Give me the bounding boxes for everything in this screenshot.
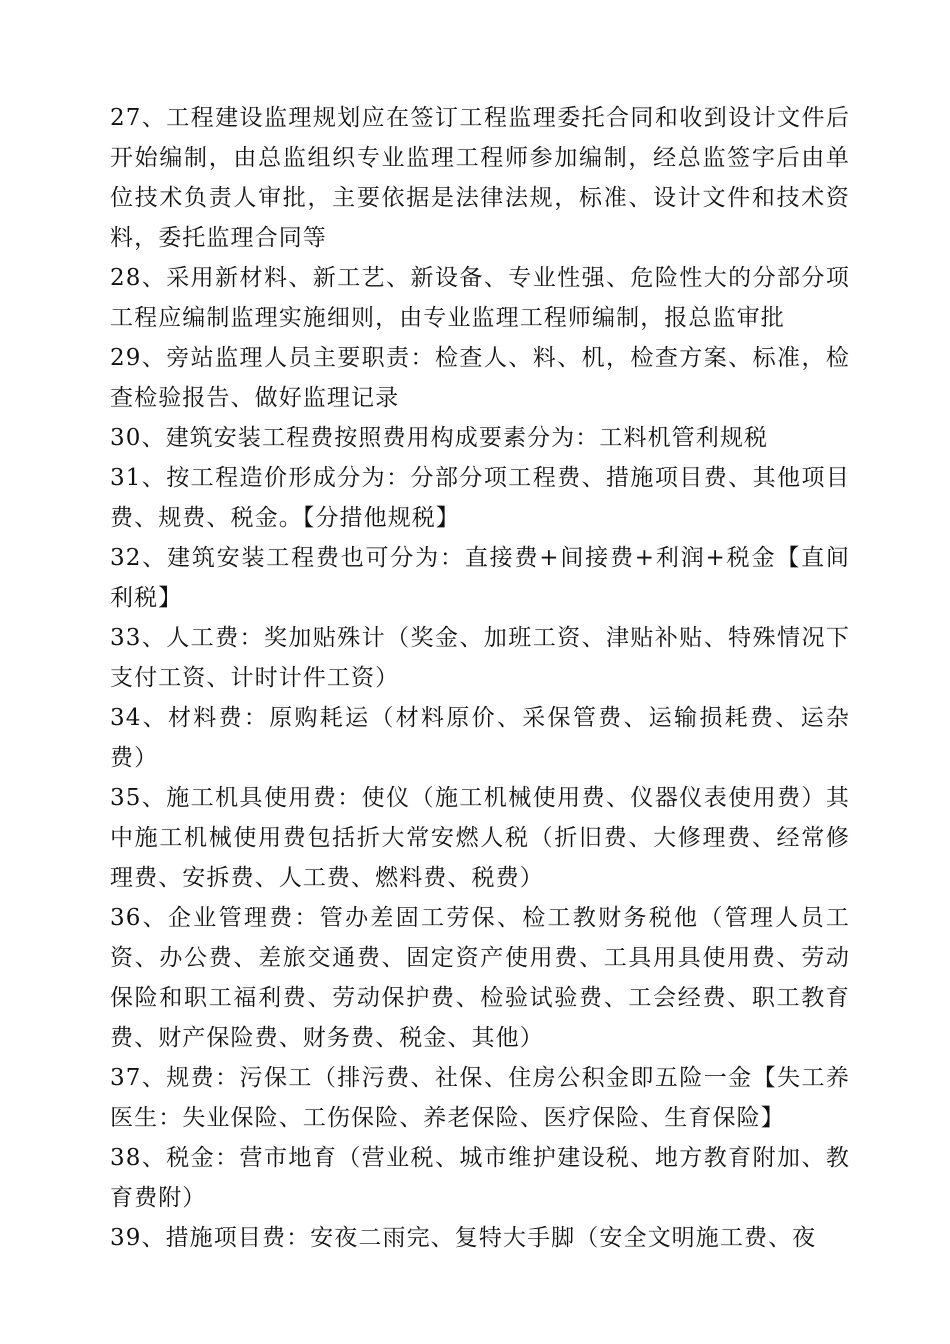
list-item: 34、材料费：原购耗运（材料原价、采保管费、运输损耗费、运杂费） xyxy=(110,705,850,771)
document-body xyxy=(110,98,850,1258)
list-item: 28、采用新材料、新工艺、新设备、专业性强、危险性大的分部分项工程应编制监理实施细则，由专业监理工程师编制，报总监审批 xyxy=(110,265,850,331)
list-item: 36、企业管理费：管办差固工劳保、检工教财务税他（管理人员工资、办公费、差旅交通费、固定资产使用费、工具用具使用费、劳动保险和职工福利费、劳动保护费、检验试验费、工会经费、职工教育费、财产保险费、财务费、税金、其他） xyxy=(110,905,850,1051)
list-item: 39、措施项目费：安夜二雨完、复特大手脚（安全文明施工费、夜 xyxy=(110,1225,817,1251)
list-item: 38、税金：营市地育（营业税、城市维护建设税、地方教育附加、教育费附） xyxy=(110,1145,850,1211)
list-item: 30、建筑安装工程费按照费用构成要素分为：工料机管利规税 xyxy=(110,425,769,451)
list-item: 32、建筑安装工程费也可分为：直接费+间接费+利润+税金【直间利税】 xyxy=(110,545,850,611)
list-item: 37、规费：污保工（排污费、社保、住房公积金即五险一金【失工养医生：失业保险、工伤保险、养老保险、医疗保险、生育保险】 xyxy=(110,1065,850,1131)
list-item: 31、按工程造价形成分为：分部分项工程费、措施项目费、其他项目费、规费、税金。【分措他规税】 xyxy=(110,465,850,531)
list-item: 33、人工费：奖加贴殊计（奖金、加班工资、津贴补贴、特殊情况下支付工资、计时计件工资） xyxy=(110,625,850,691)
list-item: 29、旁站监理人员主要职责：检查人、料、机，检查方案、标准，检查检验报告、做好监理记录 xyxy=(110,345,850,411)
list-item: 27、工程建设监理规划应在签订工程监理委托合同和收到设计文件后开始编制，由总监组织专业监理工程师参加编制，经总监签字后由单位技术负责人审批，主要依据是法律法规，标准、设计文件和技术资料，委托监理合同等 xyxy=(110,105,850,251)
list-item: 35、施工机具使用费：使仪（施工机械使用费、仪器仪表使用费）其中施工机械使用费包括折大常安燃人税（折旧费、大修理费、经常修理费、安拆费、人工费、燃料费、税费） xyxy=(110,785,850,891)
